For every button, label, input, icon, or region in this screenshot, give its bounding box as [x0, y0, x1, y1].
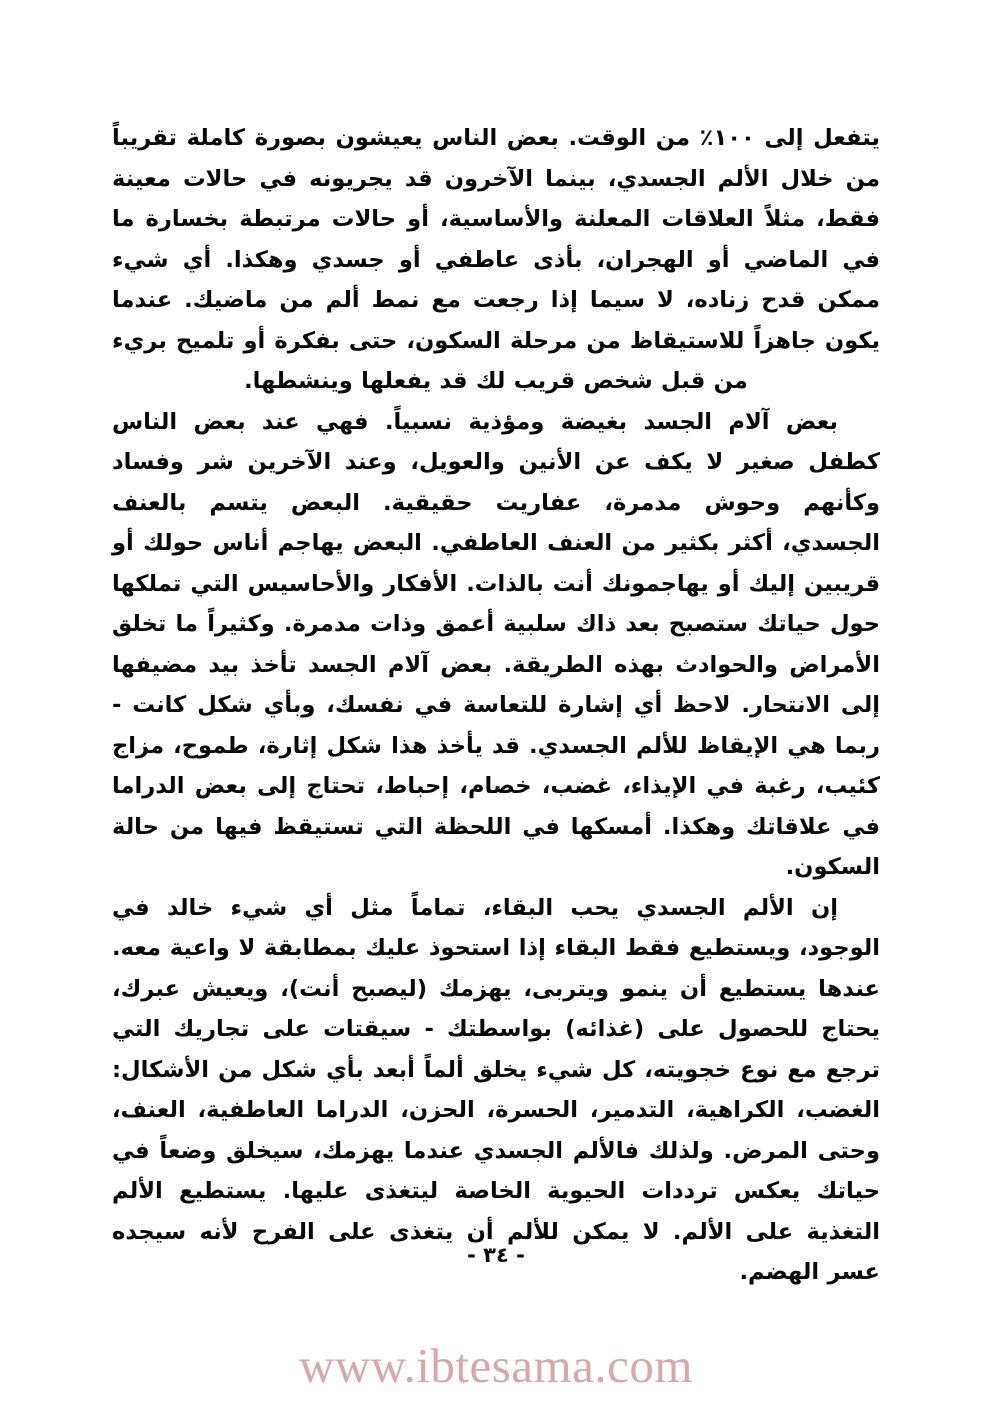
page-text-column — [112, 118, 880, 1293]
paragraph-2: بعض آلام الجسد بغيضة ومؤذية نسبياً. فهي عند بعض الناس كطفل صغير لا يكف عن الأنين والعويل، وعند الآخرين شر وفساد وكأنهم وحوش مدمرة، عفاريت حقيقية. البعض يتسم بالعنف الجسدي، أكثر بكثير من العنف العاطفي. البعض يهاجم أناس حولك أو قريبين إليك أو يهاجمونك أنت بالذات. الأفكار والأحاسيس التي تملكها حول حياتك ستصبح بعد ذاك سلبية أعمق وذات مدمرة. وكثيراً ما تخلق الأمراض والحوادث بهذه الطريقة. بعض آلام الجسد تأخذ بيد مضيفها إلى الانتحار. لاحظ أي إشارة للتعاسة في نفسك، وبأي شكل كانت - ربما هي الإيقاظ للألم الجسدي. قد يأخذ هذا شكل إثارة، طموح، مزاج كئيب، رغبة في الإيذاء، غضب، خصام، إحباط، تحتاج إلى بعض الدراما في علاقاتك وهكذا. أمسكها في اللحظة التي تستيقظ فيها من حالة السكون. — [112, 408, 880, 880]
paragraph-3: إن الألم الجسدي يحب البقاء، تماماً مثل أي شيء خالد في الوجود، ويستطيع فقط البقاء إذا استحوذ عليك بمطابقة لا واعية معه. عندها يستطيع أن ينمو ويتربى، يهزمك (ليصبح أنت)، ويعيش عبرك، يحتاج للحصول على (غذائه) بواسطتك - سيقتات على تجاريك التي ترجع مع نوع خجويته، كل شيء يخلق ألماً أبعد بأي شكل من الأشكال: الغضب، الكراهية، التدمير، الحسرة، الحزن، الدراما العاطفية، العنف، وحتى المرض. ولذلك فالألم الجسدي عندما يهزمك، سيخلق وضعاً في حياتك يعكس ترددات الحيوية الخاصة ليتغذى عليها. يستطيع الألم التغذية على الألم. لا يمكن للألم أن يتغذى على الفرح لأنه سيجده عسر الهضم. — [112, 894, 880, 1285]
page-number: - ٣٤ - — [467, 1243, 525, 1267]
paragraph-1: يتفعل إلى ١٠٠٪ من الوقت. بعض الناس يعيشون بصورة كاملة تقريباً من خلال الألم الجسدي، بينما الآخرون قد يجريونه في حالات معينة فقط، مثلاً العلاقات المعلنة والأساسية، أو حالات مرتبطة بخسارة ما في الماضي أو الهجران، بأذى عاطفي أو جسدي وهكذا. أي شيء ممكن قدح زناده، لا سيما إذا رجعت مع نمط ألم من ماضيك. عندما يكون جاهزاً للاستيقاظ من مرحلة السكون، حتى بفكرة أو تلميح بريء من قبل شخص قريب لك قد يفعلها وينشطها. — [112, 125, 880, 394]
site-watermark: www.ibtesama.com — [299, 1338, 693, 1393]
